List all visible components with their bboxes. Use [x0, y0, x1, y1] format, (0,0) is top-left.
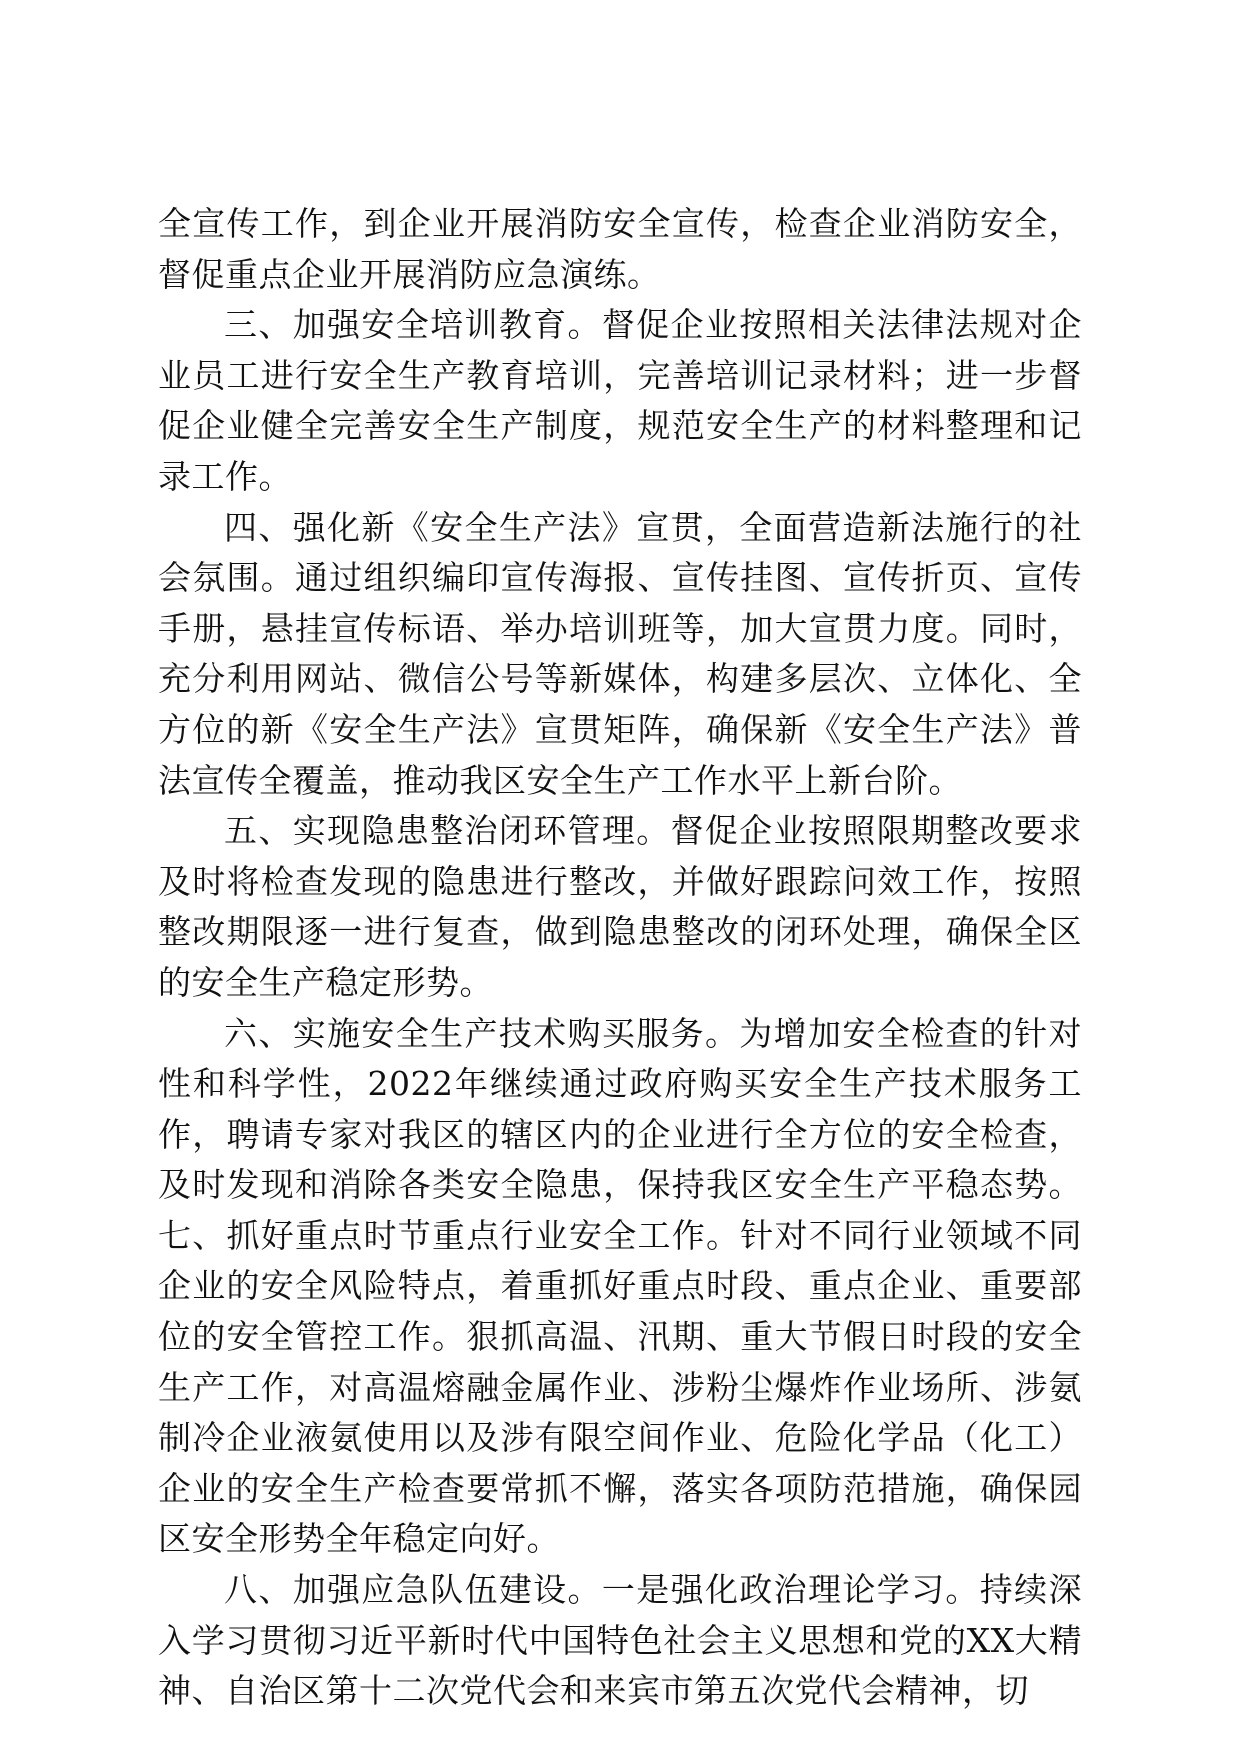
- paragraph-section-4: 四、强化新《安全生产法》宣贯，全面营造新法施行的社会氛围。通过组织编印宣传海报、宣传挂图、宣传折页、宣传手册，悬挂宣传标语、举办培训班等，加大宣贯力度。同时，充分利用网站、微信公号等新媒体，构建多层次、立体化、全方位的新《安全生产法》宣贯矩阵，确保新《安全生产法》普法宣传全覆盖，推动我区安全生产工作水平上新台阶。: [158, 507, 1082, 800]
- paragraph-continuation: 全宣传工作，到企业开展消防安全宣传，检查企业消防安全，督促重点企业开展消防应急演练。: [158, 204, 1082, 294]
- document-body: [158, 199, 1082, 1717]
- paragraph-section-8: 八、加强应急队伍建设。一是强化政治理论学习。持续深入学习贯彻习近平新时代中国特色社会主义思想和党的XX大精神、自治区第十二次党代会和来宾市第五次党代会精神，切: [158, 1570, 1082, 1711]
- paragraph-section-3: 三、加强安全培训教育。督促企业按照相关法律法规对企业员工进行安全生产教育培训，完善培训记录材料；进一步督促企业健全完善安全生产制度，规范安全生产的材料整理和记录工作。: [158, 305, 1082, 496]
- paragraph-section-6-7: 六、实施安全生产技术购买服务。为增加安全检查的针对性和科学性，2022年继续通过政府购买安全生产技术服务工作，聘请专家对我区的辖区内的企业进行全方位的安全检查，及时发现和消除各类安全隐患，保持我区安全生产平稳态势。七、抓好重点时节重点行业安全工作。针对不同行业领域不同企业的安全风险特点，着重抓好重点时段、重点企业、重要部位的安全管控工作。狠抓高温、汛期、重大节假日时段的安全生产工作，对高温熔融金属作业、涉粉尘爆炸作业场所、涉氨制冷企业液氨使用以及涉有限空间作业、危险化学品（化工）企业的安全生产检查要常抓不懈，落实各项防范措施，确保园区安全形势全年稳定向好。: [158, 1013, 1082, 1559]
- paragraph-section-5: 五、实现隐患整治闭环管理。督促企业按照限期整改要求及时将检查发现的隐患进行整改，并做好跟踪问效工作，按照整改期限逐一进行复查，做到隐患整改的闭环处理，确保全区的安全生产稳定形势。: [158, 811, 1082, 1002]
